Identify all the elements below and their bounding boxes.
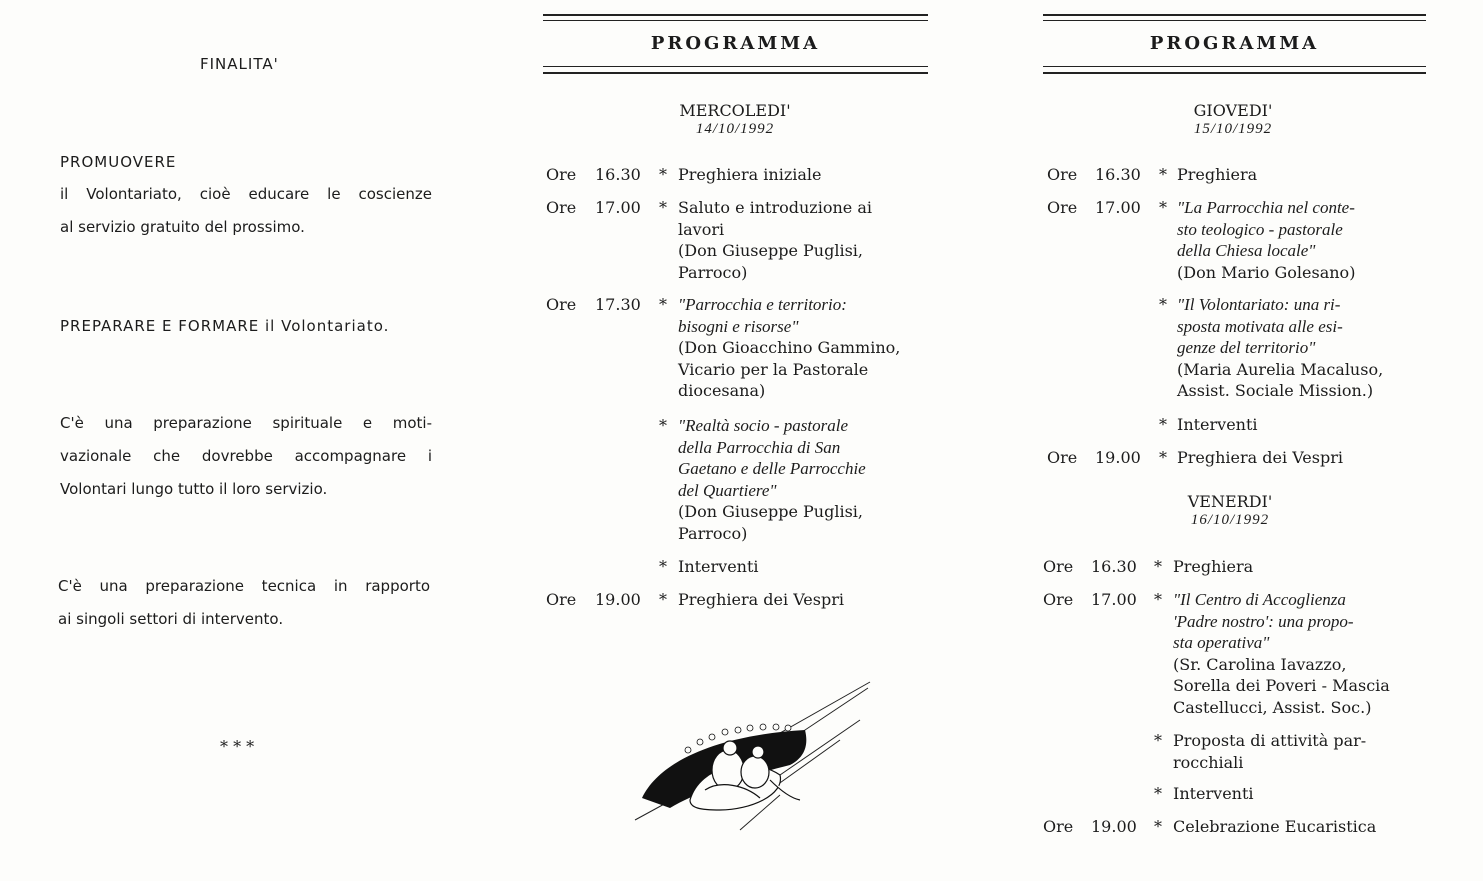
entry-title-line: "Realtà socio - pastorale: [678, 416, 849, 435]
ore-label: Ore: [1047, 198, 1078, 217]
entry-text: [1173, 816, 1416, 838]
entry-line: (Don Gioacchino Gammino,: [678, 338, 901, 357]
entry-line: Preghiera dei Vespri: [1177, 448, 1343, 467]
time-label: 19.00: [1091, 817, 1137, 836]
entry-line: Interventi: [1177, 415, 1258, 434]
bullet-star: *: [1154, 784, 1162, 803]
entry-text: [678, 589, 921, 611]
spirituale-line-1: C'è una preparazione spirituale e moti-: [60, 414, 432, 432]
bottom-rule: [543, 72, 928, 74]
bullet-star: *: [1159, 448, 1167, 467]
bullet-star: *: [659, 590, 667, 609]
bullet-star: *: [659, 165, 667, 184]
time-label: 17.00: [1091, 590, 1137, 609]
entry-text: [678, 294, 921, 402]
entry-title-line: Gaetano e delle Parrocchie: [678, 459, 866, 478]
entry-text: [1177, 447, 1420, 469]
entry-line: Celebrazione Eucaristica: [1173, 817, 1377, 836]
entry-text: [1177, 294, 1420, 402]
entry-text: [1177, 164, 1420, 186]
bullet-star: *: [1154, 590, 1162, 609]
entry-line: Preghiera iniziale: [678, 165, 822, 184]
entry-line: Assist. Sociale Mission.): [1177, 381, 1374, 400]
promuovere-line-2: al servizio gratuito del prossimo.: [60, 218, 305, 236]
ore-label: Ore: [1043, 817, 1074, 836]
entry-line: Parroco): [678, 523, 748, 543]
entry-title-line: della Parrocchia di San: [678, 437, 841, 457]
stars-ornament: * * *: [220, 737, 255, 756]
time-label: 17.00: [1095, 198, 1141, 217]
ore-label: Ore: [1047, 165, 1078, 184]
tecnica-line-1: C'è una preparazione tecnica in rapporto: [58, 577, 430, 595]
ore-label: Ore: [1043, 557, 1074, 576]
date-label-friday: 16/10/1992: [1190, 512, 1270, 528]
entry-text: [1173, 589, 1416, 718]
bullet-star: *: [1154, 817, 1162, 836]
tecnica-text: [58, 570, 430, 636]
bullet-star: *: [1154, 557, 1162, 576]
spirituale-line-2: vazionale che dovrebbe accompagnare i: [60, 447, 432, 465]
day-label-thursday: GIOVEDI': [1193, 101, 1273, 120]
entry-line: Interventi: [1173, 784, 1254, 803]
entry-line: Saluto e introduzione ai: [678, 198, 872, 217]
entry-title-line: sto teologico - pastorale: [1177, 219, 1343, 239]
promuovere-text: [60, 178, 432, 244]
entry-text: [678, 415, 921, 544]
bullet-star: *: [659, 557, 667, 576]
day-label-friday: VENERDI': [1187, 492, 1273, 511]
spirituale-text: [60, 407, 432, 506]
entry-title-line: sposta motivata alle esi-: [1177, 316, 1343, 336]
entry-text: [678, 197, 921, 283]
time-label: 16.30: [595, 165, 641, 184]
entry-text: [1177, 197, 1420, 283]
time-label: 16.30: [1091, 557, 1137, 576]
entry-title-line: della Chiesa locale": [1177, 241, 1316, 260]
entry-text: [1177, 414, 1420, 436]
entry-text: [678, 556, 921, 578]
entry-text: [678, 164, 921, 186]
entry-line: lavori: [678, 219, 725, 239]
entry-title-line: "Il Centro di Accoglienza: [1173, 590, 1346, 609]
entry-line: Parroco): [678, 262, 748, 282]
bullet-star: *: [1154, 731, 1162, 750]
bottom-rule-thin: [543, 66, 928, 67]
time-label: 16.30: [1095, 165, 1141, 184]
ore-label: Ore: [546, 295, 577, 314]
spirituale-line-3: Volontari lungo tutto il loro servizio.: [60, 480, 328, 498]
entry-title-line: sta operativa": [1173, 633, 1270, 652]
entry-line: Sorella dei Poveri - Mascia: [1173, 676, 1390, 695]
time-label: 19.00: [595, 590, 641, 609]
finalita-heading: FINALITA': [200, 55, 279, 73]
entry-line: (Sr. Carolina Iavazzo,: [1173, 654, 1347, 674]
ore-label: Ore: [1043, 590, 1074, 609]
program-title: PROGRAMMA: [1149, 33, 1320, 54]
entry-line: Preghiera: [1173, 557, 1254, 576]
date-label-thursday: 15/10/1992: [1193, 121, 1273, 137]
top-rule: [1043, 14, 1426, 16]
top-rule: [543, 14, 928, 16]
date-label: 14/10/1992: [695, 121, 775, 137]
entry-line: Castellucci, Assist. Soc.): [1173, 697, 1372, 717]
bullet-star: *: [1159, 295, 1167, 314]
top-rule-thin: [1043, 20, 1426, 21]
entry-line: Preghiera: [1177, 165, 1258, 184]
bullet-star: *: [659, 198, 667, 217]
entry-line: Preghiera dei Vespri: [678, 590, 844, 609]
promuovere-line-1: il Volontariato, cioè educare le coscienze: [60, 185, 432, 203]
ore-label: Ore: [1047, 448, 1078, 467]
entry-title-line: "La Parrocchia nel conte-: [1177, 198, 1355, 217]
program-title: PROGRAMMA: [650, 33, 821, 54]
entry-text: [1173, 730, 1416, 773]
promuovere-title: PROMUOVERE: [60, 153, 177, 171]
preparare-text: PREPARARE E FORMARE il Volontariato.: [60, 317, 390, 335]
entry-title-line: "Il Volontariato: una ri-: [1177, 295, 1341, 314]
ore-label: Ore: [546, 198, 577, 217]
top-rule-thin: [543, 20, 928, 21]
bullet-star: *: [1159, 415, 1167, 434]
entry-line: (Don Giuseppe Puglisi,: [678, 502, 863, 521]
time-label: 19.00: [1095, 448, 1141, 467]
time-label: 17.30: [595, 295, 641, 314]
bullet-star: *: [1159, 198, 1167, 217]
bottom-rule: [1043, 72, 1426, 74]
day-label: MERCOLEDI': [679, 101, 791, 120]
entry-line: (Don Mario Golesano): [1177, 262, 1356, 282]
tecnica-line-2: ai singoli settori di intervento.: [58, 610, 284, 628]
ore-label: Ore: [546, 165, 577, 184]
entry-title-line: del Quartiere": [678, 480, 777, 500]
entry-line: Vicario per la Pastorale: [678, 359, 869, 379]
entry-title-line: bisogni e risorse": [678, 316, 799, 336]
bottom-rule-thin: [1043, 66, 1426, 67]
entry-title-line: "Parrocchia e territorio:: [678, 295, 847, 314]
entry-line: Interventi: [678, 557, 759, 576]
bullet-star: *: [659, 295, 667, 314]
entry-line: Proposta di attività par-: [1173, 731, 1367, 750]
entry-text: [1173, 556, 1416, 578]
entry-line: diocesana): [678, 381, 766, 400]
bullet-star: *: [1159, 165, 1167, 184]
entry-line: (Maria Aurelia Macaluso,: [1177, 359, 1384, 379]
time-label: 17.00: [595, 198, 641, 217]
entry-title-line: 'Padre nostro': una propo-: [1173, 611, 1354, 631]
gathering-illustration: [630, 680, 875, 840]
ore-label: Ore: [546, 590, 577, 609]
entry-line: rocchiali: [1173, 752, 1244, 772]
bullet-star: *: [659, 416, 667, 435]
entry-text: [1173, 783, 1416, 805]
entry-title-line: genze del territorio": [1177, 338, 1316, 357]
entry-line: (Don Giuseppe Puglisi,: [678, 241, 863, 260]
